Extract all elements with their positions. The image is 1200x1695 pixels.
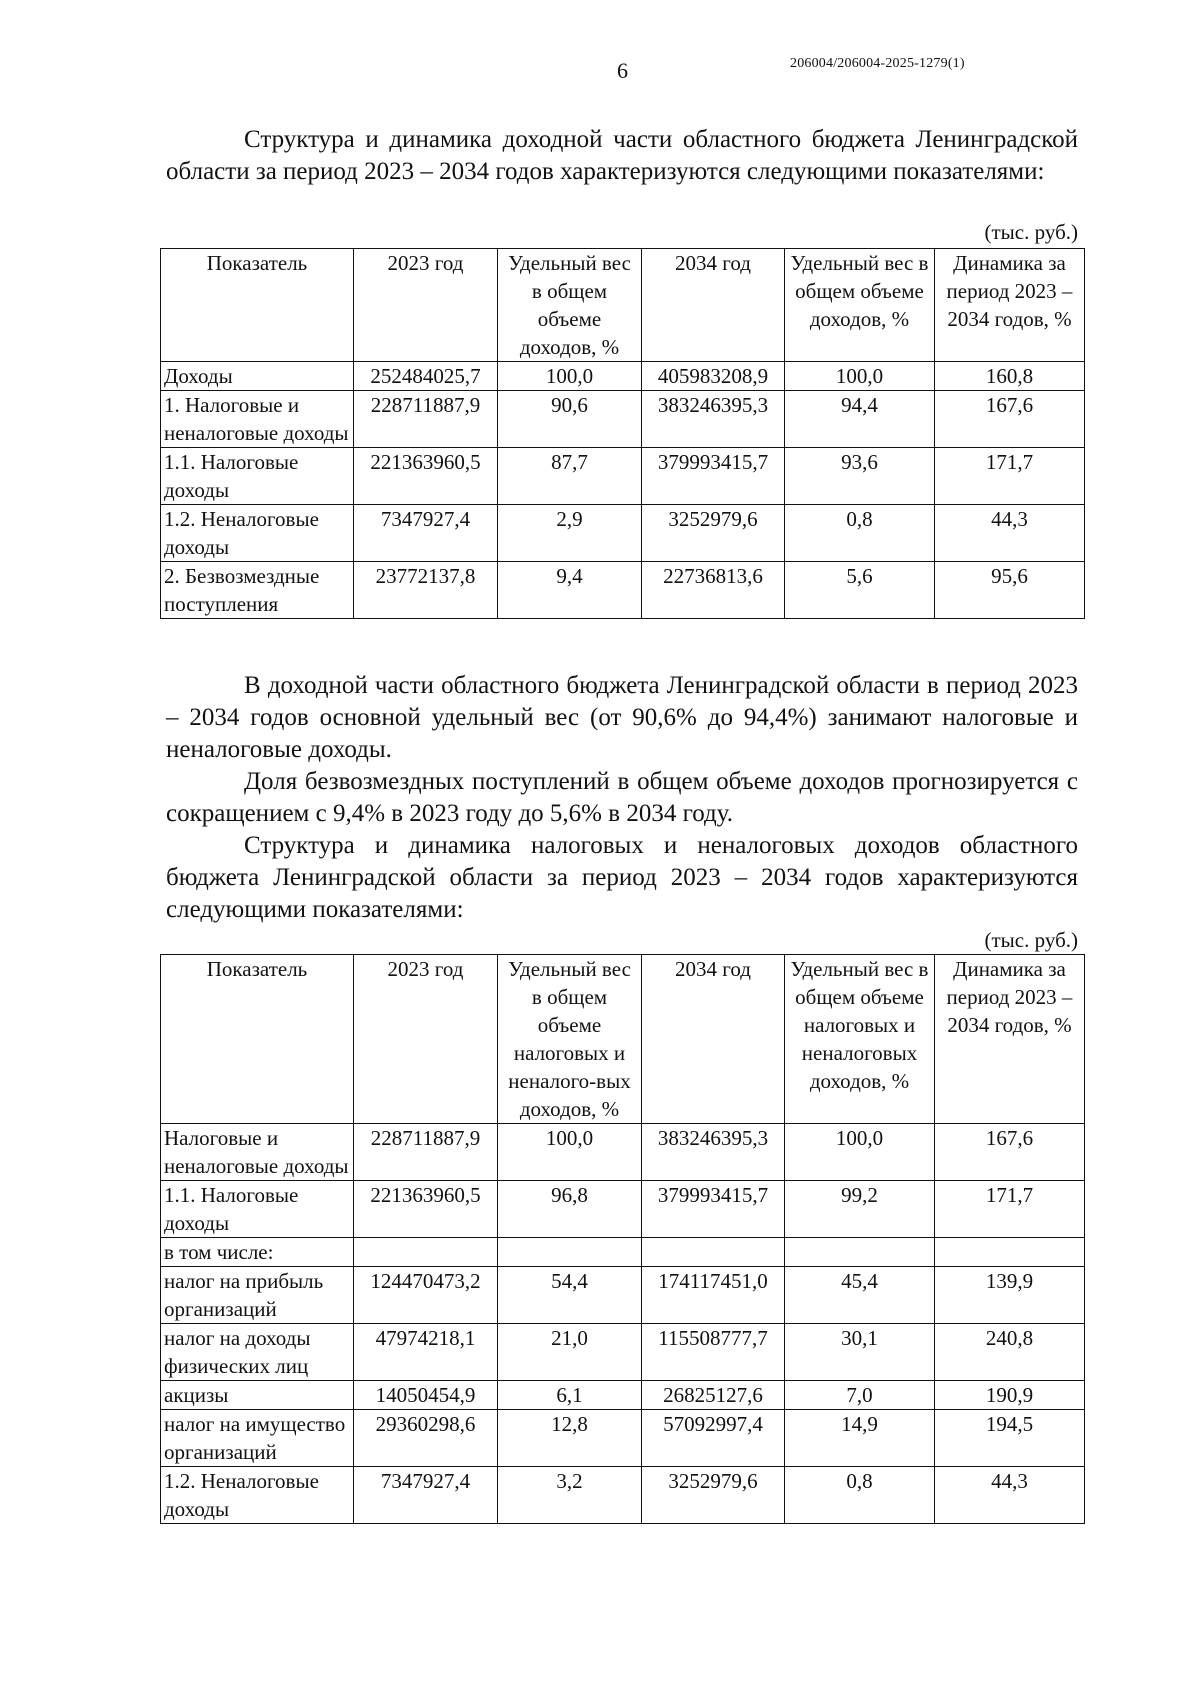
column-header: Удельный вес в общем объеме налоговых и неналоговых доходов, %	[785, 955, 935, 1124]
value-cell: 22736813,6	[642, 562, 785, 619]
table-row	[161, 448, 1085, 505]
table-header-row	[161, 955, 1085, 1124]
value-cell: 100,0	[785, 362, 935, 391]
value-cell: 94,4	[785, 391, 935, 448]
value-cell: 139,9	[935, 1267, 1085, 1324]
value-cell	[498, 1238, 642, 1267]
value-cell: 228711887,9	[354, 391, 498, 448]
row-label: налог на доходы физических лиц	[161, 1324, 354, 1381]
table-header-row	[161, 249, 1085, 362]
value-cell: 171,7	[935, 1181, 1085, 1238]
table-row	[161, 1181, 1085, 1238]
row-label: 1.2. Неналоговые доходы	[161, 505, 354, 562]
value-cell: 93,6	[785, 448, 935, 505]
column-header: Удельный вес в общем объеме доходов, %	[785, 249, 935, 362]
table-row	[161, 391, 1085, 448]
value-cell: 405983208,9	[642, 362, 785, 391]
value-cell	[935, 1238, 1085, 1267]
value-cell: 29360298,6	[354, 1410, 498, 1467]
value-cell: 44,3	[935, 1467, 1085, 1524]
row-label: Доходы	[161, 362, 354, 391]
column-header: Показатель	[161, 955, 354, 1124]
value-cell: 87,7	[498, 448, 642, 505]
column-header: 2023 год	[354, 955, 498, 1124]
value-cell: 3252979,6	[642, 1467, 785, 1524]
value-cell: 21,0	[498, 1324, 642, 1381]
value-cell: 2,9	[498, 505, 642, 562]
table-row	[161, 1124, 1085, 1181]
value-cell: 7,0	[785, 1381, 935, 1410]
row-label: Налоговые и неналоговые доходы	[161, 1124, 354, 1181]
value-cell: 7347927,4	[354, 1467, 498, 1524]
value-cell: 167,6	[935, 391, 1085, 448]
intro-paragraph-2: Структура и динамика налоговых и неналоговых доходов областного бюджета Ленинградской области за период 2023 – 2034 годов характеризуются следующими показателями:	[166, 832, 1078, 923]
value-cell: 221363960,5	[354, 448, 498, 505]
column-header: 2034 год	[642, 249, 785, 362]
row-label: налог на прибыль организаций	[161, 1267, 354, 1324]
value-cell: 7347927,4	[354, 505, 498, 562]
table-row	[161, 505, 1085, 562]
value-cell: 100,0	[498, 1124, 642, 1181]
value-cell: 167,6	[935, 1124, 1085, 1181]
value-cell: 379993415,7	[642, 1181, 785, 1238]
document-id: 206004/206004-2025-1279(1)	[790, 56, 965, 71]
row-label: налог на имущество организаций	[161, 1410, 354, 1467]
table-row	[161, 1381, 1085, 1410]
value-cell: 100,0	[785, 1124, 935, 1181]
row-label: в том числе:	[161, 1238, 354, 1267]
column-header: Удельный вес в общем объеме доходов, %	[498, 249, 642, 362]
value-cell	[785, 1238, 935, 1267]
value-cell: 100,0	[498, 362, 642, 391]
value-cell: 0,8	[785, 505, 935, 562]
intro-paragraph-1: Структура и динамика доходной части областного бюджета Ленинградской области за период 2023 – 2034 годов характеризуются следующими показателями:	[166, 126, 1078, 185]
table2-units: (тыс. руб.)	[984, 928, 1078, 952]
value-cell: 160,8	[935, 362, 1085, 391]
value-cell: 9,4	[498, 562, 642, 619]
value-cell: 45,4	[785, 1267, 935, 1324]
value-cell: 124470473,2	[354, 1267, 498, 1324]
revenue-structure-table	[160, 248, 1085, 619]
table-row	[161, 1467, 1085, 1524]
table-row	[161, 1238, 1085, 1267]
value-cell: 14,9	[785, 1410, 935, 1467]
table-row	[161, 1267, 1085, 1324]
table-row	[161, 1324, 1085, 1381]
value-cell: 90,6	[498, 391, 642, 448]
value-cell: 96,8	[498, 1181, 642, 1238]
value-cell: 174117451,0	[642, 1267, 785, 1324]
value-cell: 12,8	[498, 1410, 642, 1467]
value-cell: 3252979,6	[642, 505, 785, 562]
analysis-paragraph-2: Доля безвозмездных поступлений в общем объеме доходов прогнозируется с сокращением с 9,4% в 2023 году до 5,6% в 2034 году.	[166, 768, 1078, 827]
value-cell: 95,6	[935, 562, 1085, 619]
value-cell: 0,8	[785, 1467, 935, 1524]
row-label: акцизы	[161, 1381, 354, 1410]
value-cell: 54,4	[498, 1267, 642, 1324]
value-cell: 5,6	[785, 562, 935, 619]
tax-revenue-table	[160, 954, 1085, 1524]
value-cell	[642, 1238, 785, 1267]
value-cell: 379993415,7	[642, 448, 785, 505]
value-cell: 228711887,9	[354, 1124, 498, 1181]
column-header: Удельный вес в общем объеме налоговых и неналого-вых доходов, %	[498, 955, 642, 1124]
value-cell: 252484025,7	[354, 362, 498, 391]
value-cell: 194,5	[935, 1410, 1085, 1467]
value-cell: 383246395,3	[642, 391, 785, 448]
row-label: 1.1. Налоговые доходы	[161, 1181, 354, 1238]
row-label: 1. Налоговые и неналоговые доходы	[161, 391, 354, 448]
table1-units: (тыс. руб.)	[984, 220, 1078, 244]
row-label: 2. Безвозмездные поступления	[161, 562, 354, 619]
column-header: 2023 год	[354, 249, 498, 362]
value-cell: 14050454,9	[354, 1381, 498, 1410]
value-cell: 6,1	[498, 1381, 642, 1410]
value-cell: 47974218,1	[354, 1324, 498, 1381]
column-header: Динамика за период 2023 – 2034 годов, %	[935, 955, 1085, 1124]
table-row	[161, 562, 1085, 619]
value-cell: 115508777,7	[642, 1324, 785, 1381]
table-row	[161, 1410, 1085, 1467]
analysis-paragraph-1: В доходной части областного бюджета Ленинградской области в период 2023 – 2034 годов основной удельный вес (от 90,6% до 94,4%) занимают налоговые и неналоговые доходы.	[166, 672, 1078, 763]
value-cell: 190,9	[935, 1381, 1085, 1410]
value-cell: 44,3	[935, 505, 1085, 562]
value-cell: 383246395,3	[642, 1124, 785, 1181]
value-cell	[354, 1238, 498, 1267]
column-header: Динамика за период 2023 – 2034 годов, %	[935, 249, 1085, 362]
row-label: 1.1. Налоговые доходы	[161, 448, 354, 505]
value-cell: 99,2	[785, 1181, 935, 1238]
value-cell: 57092997,4	[642, 1410, 785, 1467]
table-row	[161, 362, 1085, 391]
value-cell: 171,7	[935, 448, 1085, 505]
row-label: 1.2. Неналоговые доходы	[161, 1467, 354, 1524]
page-number: 6	[617, 58, 628, 83]
value-cell: 240,8	[935, 1324, 1085, 1381]
column-header: Показатель	[161, 249, 354, 362]
value-cell: 26825127,6	[642, 1381, 785, 1410]
value-cell: 23772137,8	[354, 562, 498, 619]
value-cell: 30,1	[785, 1324, 935, 1381]
column-header: 2034 год	[642, 955, 785, 1124]
value-cell: 3,2	[498, 1467, 642, 1524]
value-cell: 221363960,5	[354, 1181, 498, 1238]
